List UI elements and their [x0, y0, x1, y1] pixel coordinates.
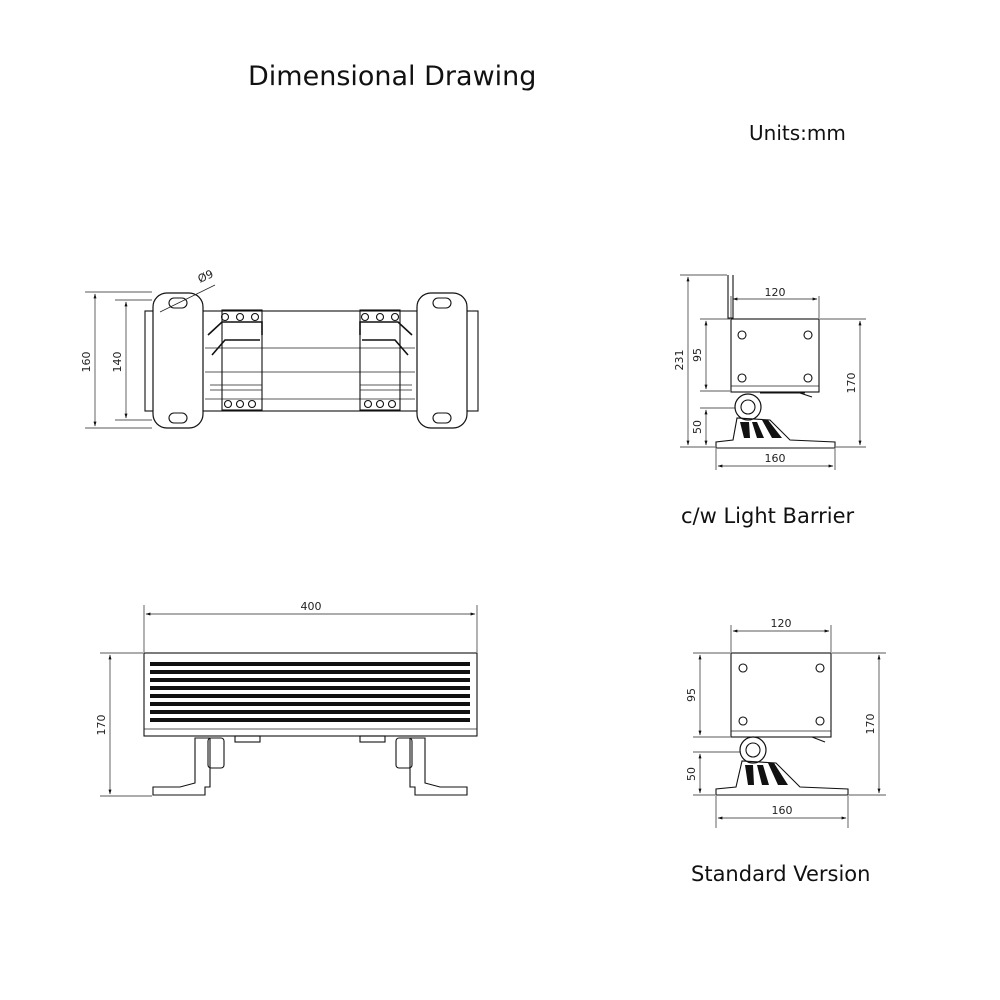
std-height-170-label: 170: [864, 713, 877, 735]
left-bracket: [222, 310, 262, 410]
lb-base-width-160-label: 160: [764, 452, 786, 465]
std-base-height-50-label: 50: [685, 767, 698, 781]
front-length-400-label: 400: [300, 600, 322, 613]
lb-base-height-50-label: 50: [691, 420, 704, 434]
side-view-standard: [685, 617, 886, 828]
std-body-height-95-label: 95: [685, 688, 698, 702]
top-view-bolts: [222, 314, 399, 408]
front-fins: [150, 662, 470, 722]
right-mounting-plate: [417, 293, 467, 428]
standard-version-caption: Standard Version: [691, 862, 871, 886]
light-barrier-shield: [728, 275, 733, 318]
left-foot: [153, 738, 210, 795]
front-height-170-label: 170: [95, 714, 108, 736]
std-width-120-label: 120: [770, 617, 792, 630]
top-height-140-label: 140: [111, 351, 124, 373]
lb-body-height-95-label: 95: [691, 348, 704, 362]
hole-diameter-label: Ø9: [195, 267, 216, 286]
front-view: [95, 600, 477, 796]
lb-height-170-label: 170: [845, 372, 858, 394]
page-title: Dimensional Drawing: [248, 61, 537, 92]
right-bracket: [360, 310, 400, 410]
std-base-width-160-label: 160: [771, 804, 793, 817]
lb-total-height-231-label: 231: [673, 349, 686, 371]
units-label: Units:mm: [749, 121, 846, 145]
lb-width-120-label: 120: [764, 286, 786, 299]
light-barrier-caption: c/w Light Barrier: [681, 504, 855, 528]
top-view: [80, 267, 478, 428]
top-height-160-label: 160: [80, 351, 93, 373]
right-foot: [410, 738, 467, 795]
side-view-light-barrier: [673, 275, 866, 470]
left-mounting-plate: [153, 293, 203, 428]
